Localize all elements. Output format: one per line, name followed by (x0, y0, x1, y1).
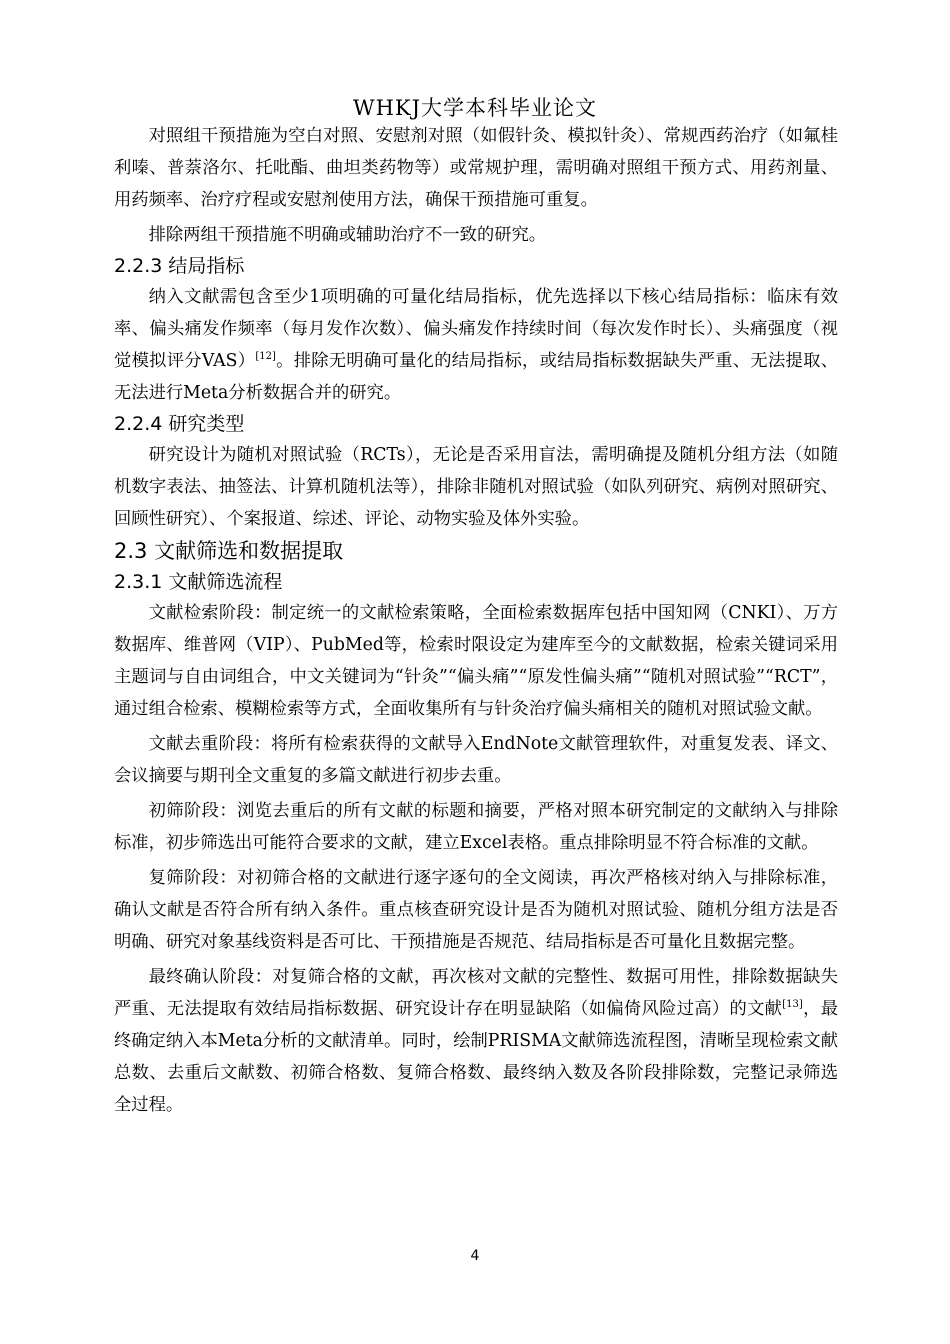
paragraph: 文献去重阶段：将所有检索获得的文献导入EndNote文献管理软件，对重复发表、译文、会议摘要与期刊全文重复的多篇文献进行初步去重。 (114, 734, 838, 786)
paragraph (114, 281, 838, 409)
citation-ref: [12] (255, 351, 276, 363)
paragraph: 排除两组干预措施不明确或辅助治疗不一致的研究。 (148, 225, 547, 245)
citation-ref: [13] (782, 999, 803, 1011)
section-heading-2-2-4: 2.2.4 研究类型 (114, 413, 245, 435)
paragraph: 初筛阶段：浏览去重后的所有文献的标题和摘要，严格对照本研究制定的文献纳入与排除标准，初步筛选出可能符合要求的文献，建立Excel表格。重点排除明显不符合标准的文献。 (114, 801, 838, 853)
page-number: 4 (470, 1248, 480, 1264)
paragraph-text: 。排除无明确可量化的结局指标，或结局指标数据缺失严重、无法提取、无法进行Meta分析数据合并的研究。 (114, 351, 838, 403)
paragraph: 复筛阶段：对初筛合格的文献进行逐字逐句的全文阅读，再次严格核对纳入与排除标准，确认文献是否符合所有纳入条件。重点核查研究设计是否为随机对照试验、随机分组方法是否明确、研究对象基线资料是否可比、干预措施是否规范、结局指标是否可量化且数据完整。 (114, 868, 838, 952)
document-body (114, 120, 838, 1121)
paragraph: 对照组干预措施为空白对照、安慰剂对照（如假针灸、模拟针灸）、常规西药治疗（如氟桂利嗪、普萘洛尔、托吡酯、曲坦类药物等）或常规护理，需明确对照组干预方式、用药剂量、用药频率、治疗疗程或安慰剂使用方法，确保干预措施可重复。 (114, 126, 838, 210)
section-heading-2-3-1: 2.3.1 文献筛选流程 (114, 571, 283, 593)
section-heading-2-2-3: 2.2.3 结局指标 (114, 255, 245, 277)
page-header: WHKJ大学本科毕业论文 (352, 96, 597, 120)
paragraph (114, 961, 838, 1121)
section-heading-2-3: 2.3 文献筛选和数据提取 (114, 539, 344, 563)
paragraph: 研究设计为随机对照试验（RCTs），无论是否采用盲法，需明确提及随机分组方法（如随机数字表法、抽签法、计算机随机法等），排除非随机对照试验（如队列研究、病例对照研究、回顾性研究）、个案报道、综述、评论、动物实验及体外实验。 (114, 445, 838, 529)
paragraph-text: 最终确认阶段：对复筛合格的文献，再次核对文献的完整性、数据可用性，排除数据缺失严重、无法提取有效结局指标数据、研究设计存在明显缺陷（如偏倚风险过高）的文献 (114, 967, 838, 1019)
paragraph: 文献检索阶段：制定统一的文献检索策略，全面检索数据库包括中国知网（CNKI）、万方数据库、维普网（VIP）、PubMed等，检索时限设定为建库至今的文献数据，检索关键词采用主题词与自由词组合，中文关键词为“针灸”“偏头痛”“原发性偏头痛”“随机对照试验”“RCT”，通过组合检索、模糊检索等方式，全面收集所有与针灸治疗偏头痛相关的随机对照试验文献。 (114, 603, 838, 719)
paragraph-text: 纳入文献需包含至少1项明确的可量化结局指标，优先选择以下核心结局指标：临床有效率、偏头痛发作频率（每月发作次数）、偏头痛发作持续时间（每次发作时长）、头痛强度（视觉模拟评分VAS） (114, 287, 838, 371)
paragraph-text: ，最终确定纳入本Meta分析的文献清单。同时，绘制PRISMA文献筛选流程图，清晰呈现检索文献总数、去重后文献数、初筛合格数、复筛合格数、最终纳入数及各阶段排除数，完整记录筛选全过程。 (114, 999, 838, 1115)
